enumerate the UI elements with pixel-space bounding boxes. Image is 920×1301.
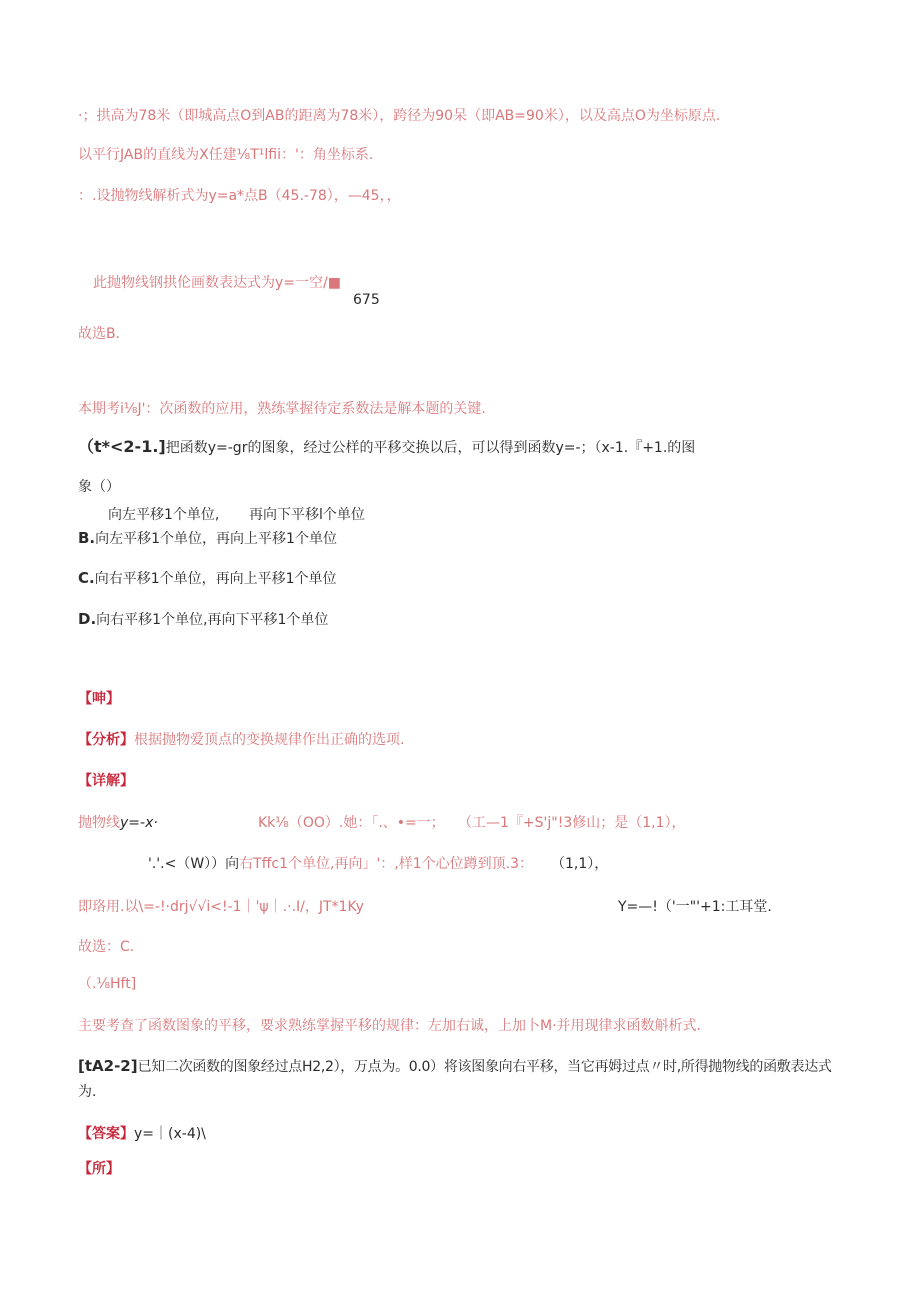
detail-choice: 故选：C. [78,939,135,955]
option-a-part1: 向左平移1个单位, [108,507,220,523]
option-c [78,569,337,588]
comment-text: 主要考查了函数图象的平移，要求熟练掌握平移的规律：左加右诚，上加卜M·并用现律求函数斛析式. [78,1018,701,1034]
option-b-text: 向左平移1个单位，再向上平移1个单位 [95,531,337,547]
detail-line-3-c: Y=—!（'一"'+1:工耳堂. [618,899,772,915]
detail-line-2-c: （1,1）， [551,856,609,872]
option-d-text: 向右平移1个单位,再向下平移1个单位 [96,612,329,628]
solution-line-2: 以平行JAB的直线为X任建⅛T¹lfii：'：角坐标系. [78,147,374,163]
comment-tag: （.⅛Hft] [78,976,137,992]
answer-2-text: y=｜(x-4)\ [134,1126,206,1142]
detail-line-1-formula: y=-x· [120,815,158,831]
detail-line-1-label: 抛物线 [78,815,120,831]
last-tag: 【所】 [78,1161,120,1177]
detail-line-3-a: 即珞用.以\=-!·drj√√i<! [78,899,228,915]
detail-line-3 [78,898,364,916]
detail-line-1d: （工—1『+S'j"!3修山；是（1,1）， [458,815,686,831]
option-b [78,529,337,548]
fraction-denominator: 675 [353,292,380,308]
question-2-text: 已知二次函数的图象经过点H2,2），万点为。0.0）将该图象向右平移，当它再姆过点〃时,所得抛物线的函敷表达式 [137,1059,832,1075]
question-2-continued: 为. [78,1084,97,1100]
analysis-tag: 【分析】 [78,732,134,748]
solution-line-1: ·；拱高为78米（即城高点O到AB的距离为78米），跨径为90呆（即AB=90米），以及高点O为坐标原点. [78,108,721,124]
question-1-tag: （t*<2-1.] [78,437,166,456]
solution-choice: 故选B. [78,326,121,342]
answer-tag: 【呻】 [78,691,120,707]
option-b-label: B. [78,529,96,547]
question-1 [78,438,695,457]
question-1-text: 把函数y=-gr的图象，经过公样的平移交换以后，可以得到函数y=-；（x-1.『+1.的图 [165,440,696,456]
option-a-part2: 再向下平移l个单位 [249,507,365,523]
detail-line-3-b: -1｜'ψ｜.·.I/，JT*1Ky [227,899,364,915]
option-c-text: 向右平移1个单位，再向上平移1个单位 [94,571,337,587]
option-c-label: C. [78,569,95,587]
solution-line-4: 此抛物线钢拱伦画数表达式为y=一空/■ [93,275,341,291]
answer-2-line [78,1125,206,1143]
analysis-line [78,731,404,749]
detail-line-2-b: 右Tffc1个单位,再向」'：,样1个心位蹲到顶.3： [239,856,533,872]
solution-comment: 本期考i⅛J'：次函数的应用，熟练掌握待定系数法是解本题的关键. [78,401,486,417]
analysis-text: 根据抛物爱顶点的变换规律作出正确的选项. [134,732,405,748]
detail-line-1a [78,814,158,832]
detail-line-1c [258,814,445,832]
detail-tag: 【详解】 [78,773,134,789]
detail-line-1-vertex: Kk⅛（OO）.她：「.、•=一； [258,815,445,831]
detail-line-2 [148,855,533,873]
question-2-tag: [tA2-2] [78,1057,138,1075]
question-1-continued: 象（） [78,479,120,495]
detail-line-2-a: '.'.<（W））向 [148,856,240,872]
option-d-label: D. [78,610,97,628]
solution-line-3: ：.设抛物线解析式为y=a*点B（45.-78），—45，， [78,188,401,204]
answer-2-tag: 【答案】 [78,1126,134,1142]
option-d [78,610,328,629]
question-2 [78,1057,832,1076]
